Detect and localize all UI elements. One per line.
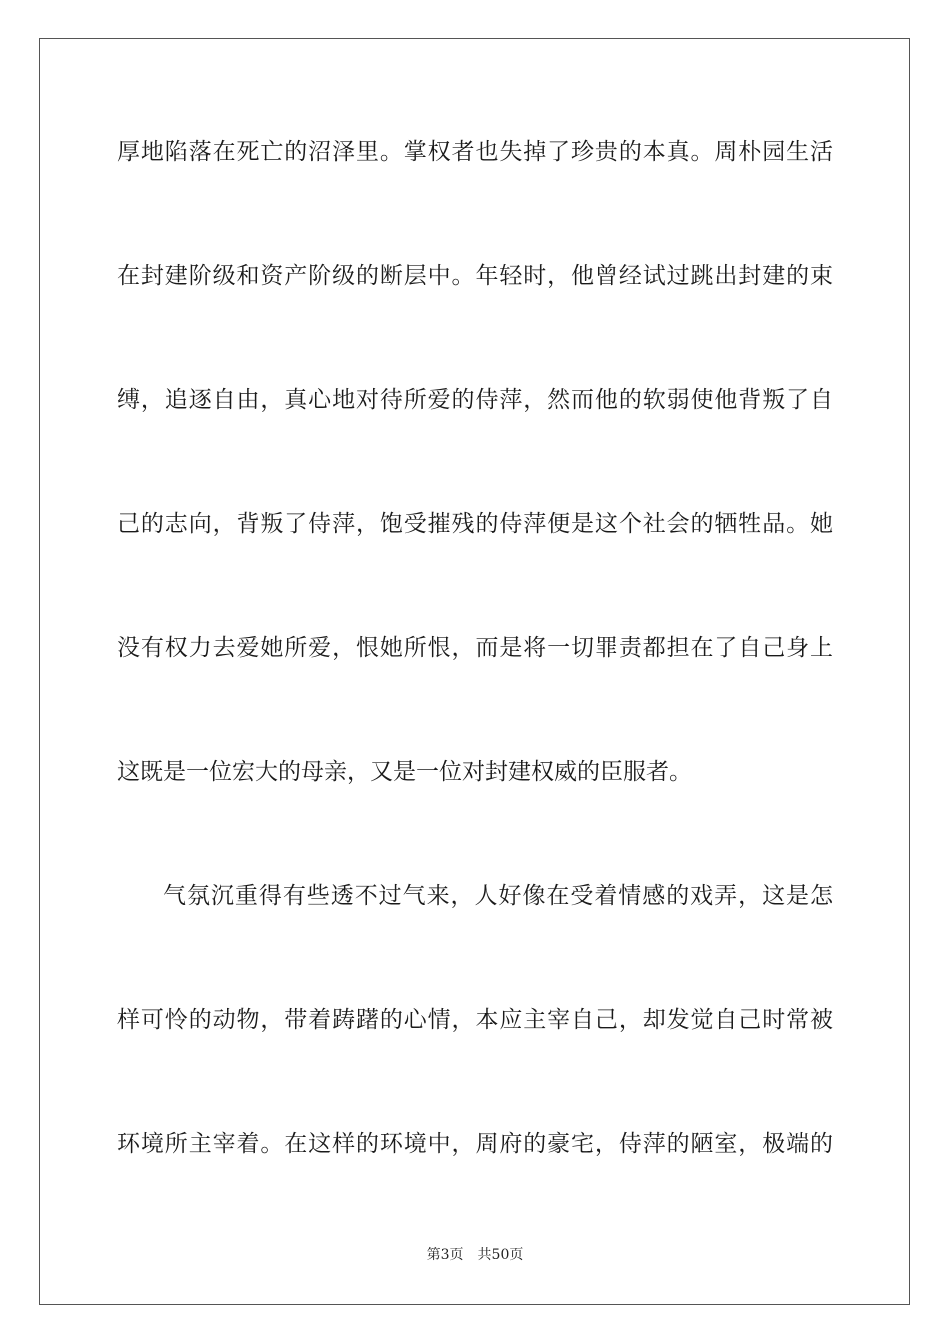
text-line: 样可怜的动物，带着踌躇的心情，本应主宰自己，却发觉自己时常被 [117, 1007, 833, 1033]
text-line: 环境所主宰着。在这样的环境中，周府的豪宅，侍萍的陋室，极端的 [117, 1131, 833, 1157]
text-line: 没有权力去爱她所爱，恨她所恨，而是将一切罪责都担在了自己身上 [117, 635, 833, 661]
text-line: 己的志向，背叛了侍萍，饱受摧残的侍萍便是这个社会的牺牲品。她 [117, 511, 833, 537]
page-total: 共50页 [477, 1247, 524, 1263]
page-border [39, 38, 910, 1305]
text-line: 缚，追逐自由，真心地对待所爱的侍萍，然而他的软弱使他背叛了自 [117, 387, 833, 413]
text-line: 这既是一位宏大的母亲，又是一位对封建权威的臣服者。 [117, 759, 692, 785]
page-footer [0, 1246, 950, 1264]
text-line: 厚地陷落在死亡的沼泽里。掌权者也失掉了珍贵的本真。周朴园生活 [117, 139, 833, 165]
text-line: 在封建阶级和资产阶级的断层中。年轻时，他曾经试过跳出封建的束 [117, 263, 833, 289]
paragraph-first-line: 气氛沉重得有些透不过气来，人好像在受着情感的戏弄，这是怎 [163, 883, 833, 909]
page-number: 第3页 [426, 1247, 464, 1263]
